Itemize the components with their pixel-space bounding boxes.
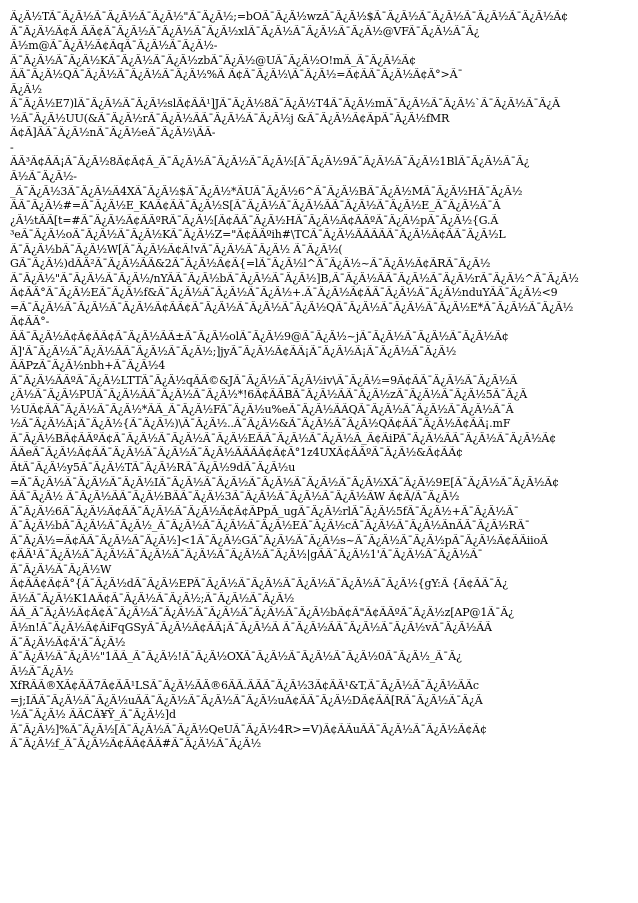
text-line: Ã¯Â¿Â½ÃÂºÃ¯Â¿Â½LTTÃ¯Â¿Â½qÃÃ©&JÃ¯Â¿Â½Ã¯Â¿Â½iv\Ã¯Â¿Â½=9Ã¢ÃÃ¯Â¿Â½Ã¯Â¿Â½Ã xyxy=(10,373,518,387)
text-line: ¢ÃÂ¹Ã¯Â¿Â½Ã¯Â¿Â½Ã¯Â¿Â½Ã¯Â¿Â½Ã¯Â¿Â½Ã¯Â¿Â½|gÃÃ¯Â¿Â½1'Ã¯Â¿Â½Ã¯Â¿Â½Ã¯ xyxy=(10,548,483,562)
text-line: Ã¢ÃÂ°Ã¯Â¿Â½EÃ¯Â¿Â½f&Ã¯Â¿Â½Ã¯Â¿Â½Ã¯Â¿Â½+.Ã¯Â¿Â½Ã¢ÃÃ¯Â¿Â½Ã¯Â¿Â½nduYÃÃ¯Â¿Â½<9 xyxy=(10,286,558,300)
text-line: Ã¢Ã]ÃÃ¯Â¿Â½nÃ¯Â¿Â½eÃ¯Â¿Â½\ÃÂ- xyxy=(10,126,216,140)
text-line: ¿Â½tÃÃ[t=#Ã¯Â¿Â½Ã¢ÃÂºRÃ¯Â¿Â½[Ã¢ÃÃ¯Â¿Â½HÃ¯Â¿Â½Ã¢ÃÂºÃ¯Â¿Â½pÃ¯Â¿Â½{G.Ã xyxy=(10,213,499,227)
text-line: Ã¯Â¿Â½E7)lÃ¯Â¿Â½Ã¯Â¿Â½slÃ¢ÃÂ¹]JÃ¯Â¿Â½8Ã¯Â¿Â½T4Ã¯Â¿Â½mÃ¯Â¿Â½Ã¯Â¿Â½`Ã¯Â¿Â½Ã¯Â¿Â xyxy=(10,97,560,111)
text-line: ÃÃPzÃ¯Â¿Â½nbh+Ã¯Â¿Â½4 xyxy=(10,359,166,373)
text-line: Â½Ã¯Â¿Â½- xyxy=(10,170,77,184)
text-line: ÃÃ_Ã¯Â¿Â½Ã¢Ã¢Ã¯Â¿Â½Ã¯Â¿Â½Ã¯Â¿Â½Ã¯Â¿Â½Ã¯Â¿Â½bÃ¢Ã"Ã¢ÃÂºÃ¯Â¿Â½z[AP@1Ã¯Â¿ xyxy=(10,606,514,620)
text-line: ÃtÃ¯Â¿Â½y5Ã¯Â¿Â½TÃ¯Â¿Â½RÃ¯Â¿Â½9dÃ¯Â¿Â½u xyxy=(10,460,296,474)
text-line: ÃÃeÃ¯Â¿Â½Ã¢ÃÃ¯Â¿Â½Ã¯Â¿Â½Ã¯Â¿Â½ÃÃÃÃ¢Ã¢Â°1z4UXÃ¢ÃÂºÃ¯Â¿Â½&Ã¢ÃÃ¢ xyxy=(10,446,463,460)
text-line: ½Ã¯Â¿Â½UU(&Ã¯Â¿Â½rÃ¯Â¿Â½ÃÃ¯Â¿Â½Ã¯Â¿Â½j &Ã¯Â¿Â½Ã¢ÃpÃ¯Â¿Â½fMR xyxy=(10,111,450,125)
text-line: Â½Ã¯Â¿Â½K1AÃ¢Ã¯Â¿Â½Ã¯Â¿Â½;Ã¯Â¿Â½Ã¯Â¿Â½ xyxy=(10,591,295,605)
text-line: Ã¯Â¿Â½Ã¯Â¿Â½KÃ¯Â¿Â½Ã¯Â¿Â½zbÃ¯Â¿Â½@UÃ¯Â¿Â½O!mÃ_Ã¯Â¿Â½Ã¢ xyxy=(10,53,416,67)
text-line: ÃÃ¯Â¿Â½Ã¢Ã¢ÃÃ¢Ã¯Â¿Â½ÃÃ±Ã¯Â¿Â½olÃ¯Â¿Â½9@Ã¯Â¿Â½~jÃ¯Â¿Â½Ã¯Â¿Â½Ã¯Â¿Â½Ã¢ xyxy=(10,330,509,344)
text-line: Ã¯Â¿Â½Ã¢Â ÃÃ¢Ã¯Â¿Â½Ã¯Â¿Â½Ã¯Â¿Â½xlÃ¯Â¿Â½Ã¯Â¿Â½Ã¯Â¿Â½@VFÃ¯Â¿Â½Ã¯Â¿ xyxy=(10,24,480,38)
text-line: =Ã¯Â¿Â½Ã¯Â¿Â½Ã¯Â¿Â½IÃ¯Â¿Â½Ã¯Â¿Â½Ã¯Â¿Â½Ã¯Â¿Â½Ã¯Â¿Â½XÃ¯Â¿Â½9E[Ã¯Â¿Â½Ã¯Â¿Â½Ã¢ xyxy=(10,475,559,489)
text-line: Â¿Â½ xyxy=(10,82,42,96)
text-line: ¿Â½Ã¯Â¿Â½PUÃ¯Â¿Â½ÃÃ¯Â¿Â½Ã¯Â¿Â½*!6Ã¢ÃÃBÃ¯Â¿Â½ÃÃ¯Â¿Â½zÃ¯Â¿Â½Ã¯Â¿Â½5Ã¯Â¿Â xyxy=(10,388,528,402)
text-line: ½Ã¯Â¿Â½Ã¡Ã¯Â¿Â½{Ã¯Â¿Â½)\Ã¯Â¿Â½..Ã¯Â¿Â½&Ã¯Â¿Â½Ã¯Â¿Â½QÃ¢ÃÃ¯Â¿Â½Ã¢ÃÃ¡.mF xyxy=(10,417,511,431)
text-line: =j;IÃÃ¯Â¿Â½Ã¯Â¿Â½uÃÃ¯Â¿Â½Ã¯Â¿Â½Ã¯Â¿Â½uÃ¢ÃÃ¯Â¿Â½DÃ¢ÃÃ[RÃ¯Â¿Â½Ã¯Â¿Â xyxy=(10,693,483,707)
text-line: ÃÃ¯Â¿Â½QÃ¯Â¿Â½Ã¯Â¿Â½Ã¯Â¿Â½%Ã Ã¢Ã¯Â¿Â½\Ã¯Â¿Â½=Ã¢ÃÃ¯Â¿Â½Ã¢Â°>Ã¯ xyxy=(10,68,463,82)
text-line: - xyxy=(10,140,14,154)
text-line: ÃÃ¯Â¿Â½#=Ã¯Â¿Â½E_KAÃ¢ÃÃ¯Â¿Â½S[Ã¯Â¿Â½Ã¯Â¿Â½ÃÃ¯Â¿Â½Ã¯Â¿Â½E_Ã¯Â¿Â½Ã¯Â xyxy=(10,199,501,213)
text-line: =Ã¯Â¿Â½Ã¯Â¿Â½Ã¯Â¿Â½Ã¢ÃÃ¢Ã¯Â¿Â½Ã¯Â¿Â½Ã¯Â¿Â½QÃ¯Â¿Â½Ã¯Â¿Â½Ã¯Â¿Â½E*Ã¯Â¿Â½Ã¯Â¿Â½ xyxy=(10,300,574,314)
text-line: ½Ã¯Â¿Â½ ÃÃCÃ¥Ÿ_Ã¯Â¿Â½]d xyxy=(10,708,176,722)
text-line: Ã¯Â¿Â½6Ã¯Â¿Â½Ã¢ÃÃ¯Â¿Â½Ã¯Â¿Â½Ã¢Ã¢ÃPpÃ_ugÃ¯Â¿Â½rlÃ¯Â¿Â½5fÃ¯Â¿Â½+Ã¯Â¿Â½Ã¯ xyxy=(10,504,519,518)
text-line: Ã¯Â¿Â½BÃ¢ÃÂºÃ¢Ã¯Â¿Â½Ã¯Â¿Â½Ã¯Â¿Â½EÃÃ¯Â¿Â½Ã¯Â¿Â½Ã_Ã¢ÃiPÃ¯Â¿Â½ÃÃ¯Â¿Â½Ã¯Â¿Â½Ã¢ xyxy=(10,431,557,445)
text-line: _Ã¯Â¿Â½3Ã¯Â¿Â½Ã4XÃ¯Â¿Â½$Ã¯Â¿Â½*ÃUÃ¯Â¿Â½6^Ã¯Â¿Â½BÃ¯Â¿Â½MÃ¯Â¿Â½HÃ¯Â¿Â½ xyxy=(10,184,523,198)
text-line: ÃÃ¯Â¿Â½ Ã¯Â¿Â½ÃÃ¯Â¿Â½BÃÃ¯Â¿Â½3Ã¯Â¿Â½Ã¯Â¿Â½Ã¯Â¿Â½ÃW Ã¢Ã/Ã¯Â¿Â½ xyxy=(10,490,460,504)
text-line: Ã¯Â¿Â½]%Ã¯Â¿Â½[Ã¯Â¿Â½Ã¯Â¿Â½QeUÃ¯Â¿Â½4R>=V)Ã¢ÃÃuÃÃ¯Â¿Â½Ã¯Â¿Â½Ã¢Ã¢ xyxy=(10,722,487,736)
text-line: Ã¯Â¿Â½Ã¢Ã'Ã¯Â¿Â½ xyxy=(10,635,126,649)
text-line: XfRÃÃ®XÃ¢ÃÃ7Ã¢ÃÂ¹LSÃ¯Â¿Â½ÃÂ®6ÃÃ.ÃÃÃ¯Â¿Â½3Ã¢ÃÂ¹&T,Ã¯Â¿Â½Ã¯Â¿Â½ÃÃc xyxy=(10,679,479,693)
text-line: Â½n!Ã¯Â¿Â½Ã¢ÃiFqGSyÃ¯Â¿Â½Ã¢ÃÃ¡Ã¯Â¿Â½Ã Ã¯Â¿Â½ÃÃ¯Â¿Â½Ã¯Â¿Â½vÃ¯Â¿Â½ÃÃ xyxy=(10,620,492,634)
text-line: Ã¯Â¿Â½f_Ã¯Â¿Â½Ã¢ÃÃ¢ÃÃ#Ã¯Â¿Â½Ã¯Â¿Â½ xyxy=(10,737,261,751)
text-line: Ã¯Â¿Â½Ã¯Â¿Â½"1ÃÃ_Ã¯Â¿Â½!Ã¯Â¿Â½OXÃ¯Â¿Â½Ã¯Â¿Â½Ã¯Â¿Â½0Ã¯Â¿Â½_Ã¯Â¿ xyxy=(10,650,462,664)
text-line: Ã¿Â½TÃ¯Â¿Â½Ã¯Â¿Â½Ã¯Â¿Â½"Ã¯Â¿Â½;=bOÃ¯Â¿Â½wzÃ¯Â¿Â½$Ã¯Â¿Â½Ã¯Â¿Â½Ã¯Â¿Â½Ã¯Â¿Â½Ã¢ xyxy=(10,10,569,23)
text-line: Â½Ã¯Â¿Â½ xyxy=(10,664,74,678)
text-line: Ã¢ÃÃ¢Ã¢Â°{Ã¯Â¿Â½dÃ¯Â¿Â½EPÃ¯Â¿Â½Ã¯Â¿Â½Ã¯Â¿Â½Ã¯Â¿Â½Ã¯Â¿Â½{gY:Ã {Ã¢ÃÃ¯Â¿ xyxy=(10,577,508,591)
text-line: Ã¯Â¿Â½bÃ¯Â¿Â½W[Ã¯Â¿Â½Ã¢Ã!vÃ¯Â¿Â½Ã¯Â¿Â½ Ã¯Â¿Â½( xyxy=(10,242,343,256)
text-line: ÃÂ³Ã¢ÃÃ¡Ã¯Â¿Â½8Ã¢Ã¢Ã_Ã¯Â¿Â½Ã¯Â¿Â½Ã¯Â¿Â½[Ã¯Â¿Â½9Ã¯Â¿Â½Ã¯Â¿Â½1BlÃ¯Â¿Â½Ã¯Â¿ xyxy=(10,155,530,169)
document-page xyxy=(10,10,630,895)
text-line: ½UÃ¢ÃÃ¯Â¿Â½Ã¯Â¿Â½*ÃÃ_Ã¯Â¿Â½FÃ¯Â¿Â½u%eÃ¯Â¿Â½ÃÃQÃ¯Â¿Â½Ã¯Â¿Â½Ã¯Â¿Â½Ã¯Â xyxy=(10,402,514,416)
text-line: Â½m@Ã¯Â¿Â½Ã¢ÃqÃ¯Â¿Â½Ã¯Â¿Â½- xyxy=(10,39,218,53)
text-line: Ã]'Ã¯Â¿Â½Ã¯Â¿Â½ÃÃ¯Â¿Â½Ã¯Â¿Â½;]jyÃ¯Â¿Â½Ã¢ÃÃ¡Ã¯Â¿Â½Ã¡Ã¯Â¿Â½Ã¯Â¿Â½ xyxy=(10,344,457,358)
text-line: Ã¢ÃÂ°- xyxy=(10,315,50,329)
text-line: Ã¯Â¿Â½bÃ¯Â¿Â½Ã¯Â¿Â½_Ã¯Â¿Â½Ã¯Â¿Â½Ã¯Â¿Â½EÃ¯Â¿Â½cÃ¯Â¿Â½Ã¯Â¿Â½ÃnÃÃ¯Â¿Â½RÃ¯ xyxy=(10,519,530,533)
text-line: ³eÃ¯Â¿Â½oÃ¯Â¿Â½Ã¯Â¿Â½KÃ¯Â¿Â½Z="Ã¢ÃÂºih#\TCÃ¯Â¿Â½ÃÃÃÃÃ¯Â¿Â½Ã¢ÃÃ¯Â¿Â½L xyxy=(10,228,506,242)
text-line: Ã¯Â¿Â½=Ã¢ÃÃ¯Â¿Â½Ã¯Â¿Â½]<1Ã¯Â¿Â½GÃ¯Â¿Â½Ã¯Â¿Â½s~Ã¯Â¿Â½Ã¯Â¿Â½pÃ¯Â¿Â½Ã¢ÃÃiioÃ xyxy=(10,533,548,547)
text-line: GÃ¯Â¿Â½)dÃÂ²Ã¯Â¿Â½ÃÃ&2Ã¯Â¿Â½Ã¢Ã{=lÃ¯Â¿Â½l^Ã¯Â¿Â½~Ã¯Â¿Â½Ã¢ÃRÃ¯Â¿Â½ xyxy=(10,257,491,271)
text-line: Ã¯Â¿Â½"Ã¯Â¿Â½Ã¯Â¿Â½/nYÃÃ¯Â¿Â½bÃ¯Â¿Â½Ã¯Â¿Â½]B,Ã¯Â¿Â½ÃÃ¯Â¿Â½Ã¯Â¿Â½rÃ¯Â¿Â½^Ã¯Â¿Â½ xyxy=(10,271,579,285)
text-line: Ã¯Â¿Â½Ã¯Â¿Â½W xyxy=(10,562,112,576)
